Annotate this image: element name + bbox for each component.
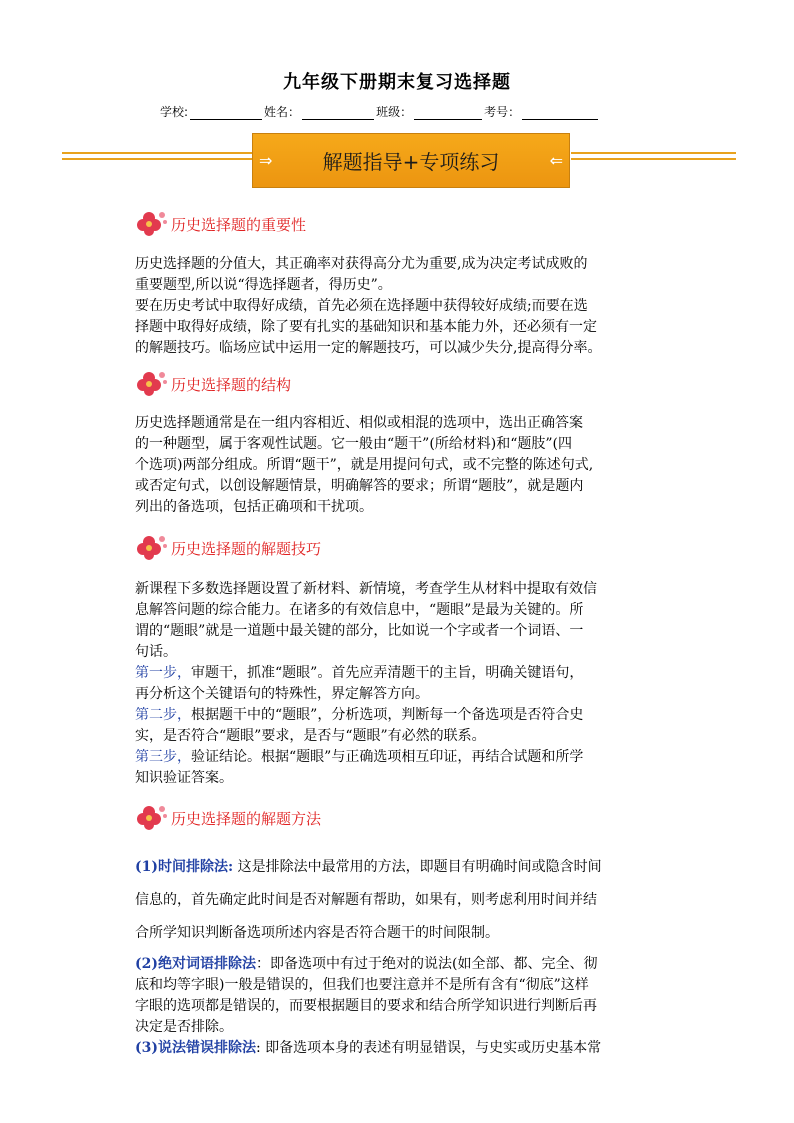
method-2	[135, 954, 670, 1059]
text-line: 合所学知识判断备选项所述内容是否符合题干的时间限制。	[135, 925, 499, 941]
student-info-row	[160, 103, 640, 120]
exam-no-blank[interactable]	[522, 106, 598, 120]
text-line: 个选项)两部分组成。所谓“题干”，就是用提问句式，或不完整的陈述句式,	[135, 457, 594, 473]
step-text: 审题干，抓准“题眼”。首先应弄清题干的主旨，明确关键语句，	[191, 665, 584, 681]
step-line	[135, 705, 670, 726]
step-label: 第二步，	[135, 707, 191, 723]
banner-line-right	[571, 152, 736, 166]
school-label: 学校:	[160, 105, 189, 119]
section-heading-text: 历史选择题的解题技巧	[171, 540, 322, 558]
text-line: 或否定句式，以创设解题情景，明确解答的要求；所谓“题肢”，就是题内	[135, 478, 584, 494]
flower-icon	[135, 208, 171, 238]
text-line: 字眼的选项都是错误的，而要根据题目的要求和结合所学知识进行判断后再	[135, 998, 597, 1014]
flower-icon	[135, 802, 171, 832]
class-label: 班级：	[376, 105, 413, 119]
method-label: (3)说法错误排除法	[135, 1040, 256, 1056]
method-text: ：即备选项中有过于绝对的说法(如全部、都、完全、彻	[256, 956, 598, 972]
text-line: 谓的“题眼”就是一道题中最关键的部分，比如说一个字或者一个词语、一	[135, 623, 584, 639]
step-text: 验证结论。根据“题眼”与正确选项相互印证，再结合试题和所学	[191, 749, 584, 765]
text-line: 重要题型,所以说“得选择题者，得历史”。	[135, 277, 392, 293]
banner-text: 解题指导+专项练习	[322, 150, 500, 174]
step-label: 第三步，	[135, 749, 191, 765]
name-blank[interactable]	[302, 106, 374, 120]
school-blank[interactable]	[190, 106, 262, 120]
text-line: 历史选择题的分值大，其正确率对获得高分尤为重要,成为决定考试成败的	[135, 256, 588, 272]
text-line: 列出的备选项，包括正确项和干扰项。	[135, 499, 373, 515]
arrow-left-icon: ⇐	[549, 151, 563, 170]
step-text: 根据题干中的“题眼”，分析选项，判断每一个备选项是否符合史	[191, 707, 584, 723]
section-structure-body	[135, 413, 670, 518]
text-line: 历史选择题通常是在一组内容相近、相似或相混的选项中，选出正确答案	[135, 415, 583, 431]
text-line: 句话。	[135, 644, 177, 660]
method-label: (1)时间排除法:	[135, 859, 234, 875]
text-line: 底和均等字眼)一般是错误的，但我们也要注意并不是所有含有“彻底”这样	[135, 977, 589, 993]
flower-icon	[135, 532, 171, 562]
text-line: 再分析这个关键语句的特殊性，界定解答方向。	[135, 686, 429, 702]
text-line: 要在历史考试中取得好成绩，首先必须在选择题中获得较好成绩;而要在选	[135, 298, 588, 314]
step-line	[135, 747, 670, 768]
method-text: 这是排除法中最常用的方法，即题目有明确时间或隐含时间	[233, 859, 602, 875]
section-heading-text: 历史选择题的重要性	[171, 216, 307, 234]
method-line	[135, 1038, 670, 1059]
banner-line-left	[62, 152, 254, 166]
text-line: 新课程下多数选择题设置了新材料、新情境，考查学生从材料中提取有效信	[135, 581, 597, 597]
text-line: 信息的，首先确定此时间是否对解题有帮助，如果有，则考虑利用时间并结	[135, 892, 597, 908]
name-label: 姓名：	[264, 105, 301, 119]
section-heading-text: 历史选择题的结构	[171, 376, 292, 394]
class-blank[interactable]	[414, 106, 482, 120]
text-line: 知识验证答案。	[135, 770, 233, 786]
method-line	[135, 851, 670, 884]
text-line: 的解题技巧。临场应试中运用一定的解题技巧，可以减少失分,提高得分率。	[135, 340, 602, 356]
text-line: 决定是否排除。	[135, 1019, 233, 1035]
method-line	[135, 954, 670, 975]
step-label: 第一步，	[135, 665, 191, 681]
section-importance-body	[135, 254, 670, 359]
section-skills-body	[135, 579, 670, 789]
exam-no-label: 考号：	[484, 105, 521, 119]
arrow-right-icon: ⇒	[259, 151, 273, 170]
method-label: (2)绝对词语排除法	[135, 956, 256, 972]
page-title: 九年级下册期末复习选择题	[283, 72, 511, 93]
text-line: 实，是否符合“题眼”要求，是否与“题眼”有必然的联系。	[135, 728, 486, 744]
method-text: : 即备选项本身的表述有明显错误，与史实或历史基本常	[256, 1040, 602, 1056]
section-heading-text: 历史选择题的解题方法	[171, 810, 322, 828]
text-line: 择题中取得好成绩，除了要有扎实的基础知识和基本能力外，还必须有一定	[135, 319, 597, 335]
guide-banner	[252, 133, 570, 188]
text-line: 息解答问题的综合能力。在诸多的有效信息中，“题眼”是最为关键的。所	[135, 602, 584, 618]
flower-icon	[135, 368, 171, 398]
text-line: 的一种题型，属于客观性试题。它一般由“题干”(所给材料)和“题肢”(四	[135, 436, 573, 452]
step-line	[135, 663, 670, 684]
method-1	[135, 851, 670, 950]
